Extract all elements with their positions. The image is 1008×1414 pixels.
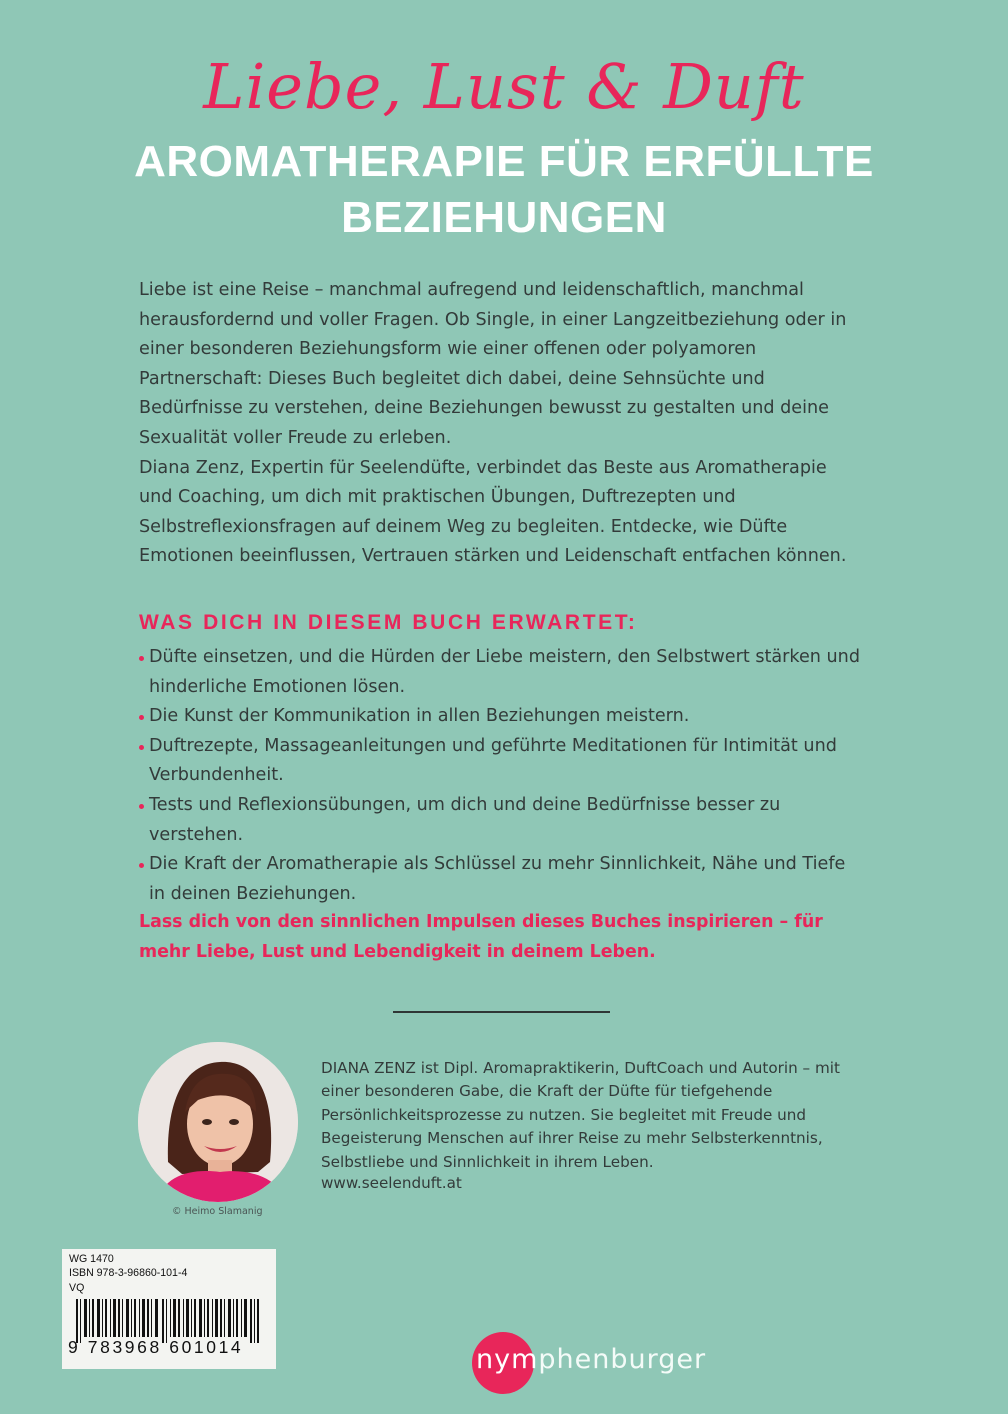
list-item-text: Die Kunst der Kommunikation in allen Beziehungen meistern. — [149, 706, 690, 727]
logo-text-rest: phenburger — [538, 1344, 707, 1375]
list-item — [139, 643, 865, 702]
list-item — [139, 702, 865, 732]
bullet-dot-icon — [139, 715, 144, 720]
list-item-text: Die Kraft der Aromatherapie als Schlüssel zu mehr Sinnlichkeit, Nähe und Tiefe in deinen Beziehungen. — [149, 854, 846, 904]
expect-list — [139, 643, 865, 909]
intro-paragraph-2: Diana Zenz, Expertin für Seelendüfte, verbindet das Beste aus Aromatherapie und Coaching, um dich mit praktischen Übungen, Duftrezepten und Selbstreflexionsfragen auf deinem Weg zu begleiten. Entdecke, wie Düfte Emotionen beeinflussen, Vertrauen stärken und Leidenschaft entfachen können. — [139, 457, 847, 567]
main-title — [0, 134, 1008, 246]
logo-text-prefix: nym — [476, 1344, 539, 1375]
logo-text — [476, 1344, 706, 1375]
isbn-text: ISBN 978-3-96860-101-4 — [69, 1267, 188, 1280]
expect-heading: WAS DICH IN DIESEM BUCH ERWARTET: — [139, 611, 638, 634]
intro-text — [139, 276, 865, 572]
bullet-dot-icon — [139, 745, 144, 750]
barcode-number: 9 783968 601014 — [68, 1337, 244, 1357]
intro-paragraph-1: Liebe ist eine Reise – manchmal aufregend und leidenschaftlich, manchmal herausfordernd und voller Fragen. Ob Single, in einer Langzeitbeziehung oder in einer besonderen Beziehungsform wie einer offenen oder polyamoren Partnerschaft: Dieses Buch begleitet dich dabei, deine Sehnsüchte und Bedürfnisse zu verstehen, deine Beziehungen bewusst zu gestalten und deine Sexualität voller Freude zu erleben. — [139, 280, 847, 448]
bullet-dot-icon — [139, 656, 144, 661]
author-bio: DIANA ZENZ ist Dipl. Aromapraktikerin, DuftCoach und Autorin – mit einer besonderen Gabe, die Kraft der Düfte für tiefgehende Persönlichkeitsprozesse zu nutzen. Sie begleitet mit Freude und Begeisterung Menschen auf ihrer Reise zu mehr Selbsterkenntnis, Selbstliebe und Sinnlichkeit in ihrem Leben. — [321, 1059, 840, 1171]
main-title-line-1: AROMATHERAPIE FÜR ERFÜLLTE — [134, 137, 874, 186]
publisher-logo — [470, 1330, 730, 1396]
author-portrait-icon — [138, 1042, 298, 1202]
main-title-line-2: BEZIEHUNGEN — [341, 193, 667, 242]
bullet-dot-icon — [139, 804, 144, 809]
list-item — [139, 732, 865, 791]
author-photo — [138, 1042, 298, 1202]
vq-code: VQ — [69, 1281, 85, 1294]
author-website-link[interactable]: www.seelenduft.at — [321, 1174, 462, 1192]
divider — [393, 1011, 610, 1013]
bullet-dot-icon — [139, 863, 144, 868]
wg-code: WG 1470 — [69, 1253, 114, 1265]
script-title: Liebe, Lust & Duft — [203, 50, 805, 123]
photo-credit: © Heimo Slamanig — [172, 1206, 263, 1217]
barcode-label — [62, 1249, 276, 1369]
list-item — [139, 850, 865, 909]
list-item-text: Duftrezepte, Massageanleitungen und geführte Meditationen für Intimität und Verbundenheit. — [149, 735, 837, 786]
closing-statement: Lass dich von den sinnlichen Impulsen dieses Buches inspirieren – für mehr Liebe, Lust und Lebendigkeit in deinem Leben. — [139, 912, 823, 962]
list-item-text: Düfte einsetzen, und die Hürden der Liebe meistern, den Selbstwert stärken und hinderliche Emotionen lösen. — [149, 647, 860, 697]
list-item-text: Tests und Reflexionsübungen, um dich und deine Bedürfnisse besser zu verstehen. — [149, 794, 781, 845]
list-item — [139, 791, 865, 850]
barcode-meta — [69, 1252, 187, 1295]
